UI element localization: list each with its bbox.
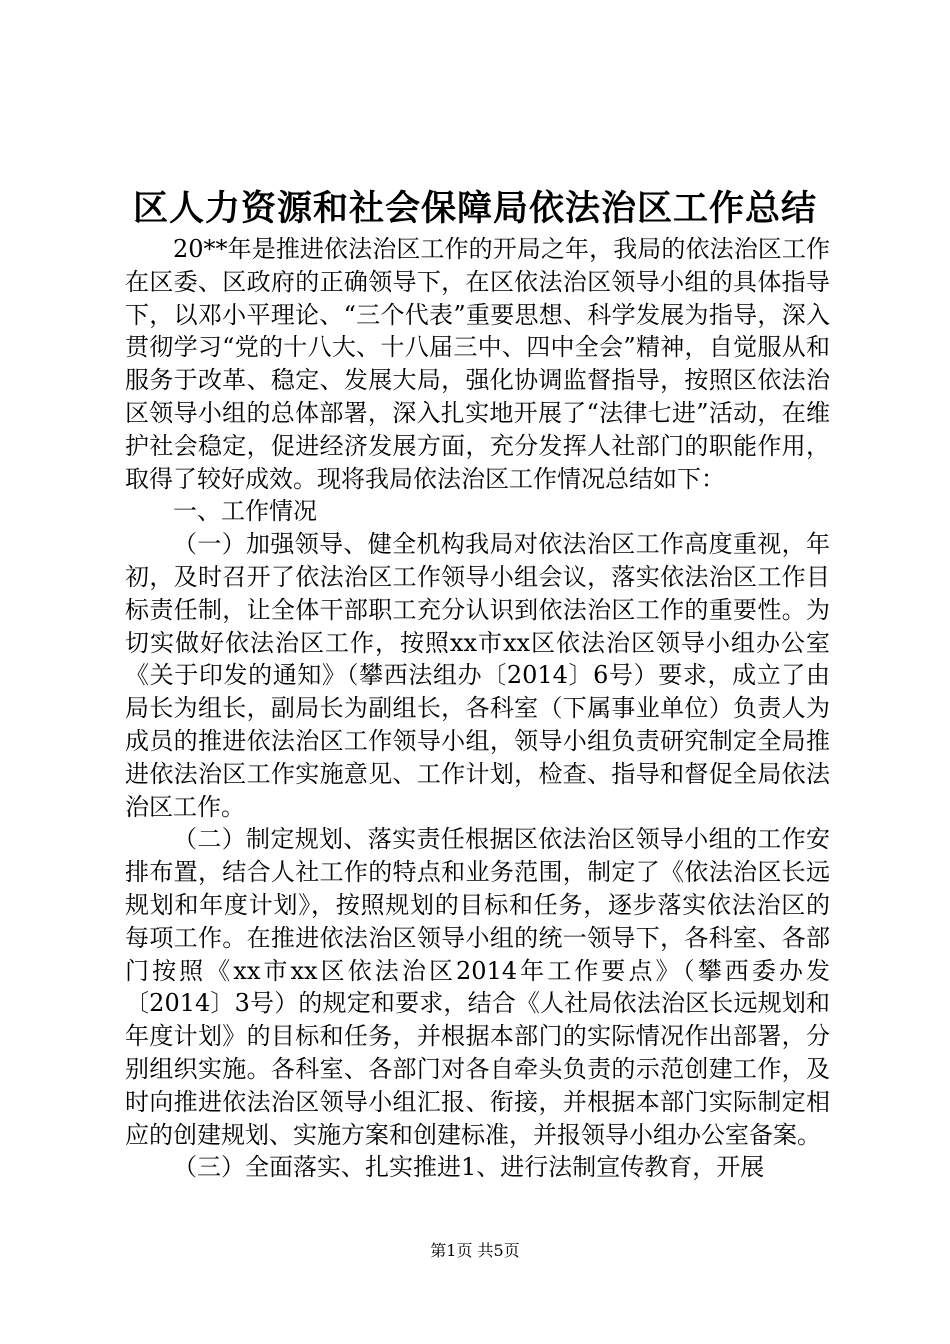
paragraph-intro: 20**年是推进依法治区工作的开局之年，我局的依法治区工作在区委、区政府的正确领导下，在区依法治区领导小组的具体指导下，以邓小平理论、“三个代表”重要思想、科学发展为指导，深入贯彻学习“党的十八大、十八届三中、四中全会”精神，自觉服从和服务于改革、稳定、发展大局，强化协调监督指导，按照区依法治区领导小组的总体部署，深入扎实地开展了“法律七进”活动，在维护社会稳定，促进经济发展方面，充分发挥人社部门的职能作用，取得了较好成效。现将我局依法治区工作情况总结如下：	[125, 235, 830, 493]
section-heading-work-status: 一、工作情况	[173, 497, 317, 526]
document-body	[125, 233, 830, 1184]
paragraph-planning: （二）制定规划、落实责任根据区依法治区领导小组的工作安排布置，结合人社工作的特点和业务范围，制定了《依法治区长远规划和年度计划》，按照规划的目标和任务，逐步落实依法治区的每项工作。在推进依法治区领导小组的统一领导下，各科室、各部门按照《xx市xx区依法治区2014年工作要点》（攀西委办发〔2014〕3号）的规定和要求，结合《人社局依法治区长远规划和年度计划》的目标和任务，并根据本部门的实际情况作出部署，分别组织实施。各科室、各部门对各自牵头负责的示范创建工作，及时向推进依法治区领导小组汇报、衔接，并根据本部门实际制定相应的创建规划、实施方案和创建标准，并报领导小组办公室备案。	[125, 825, 830, 1149]
document-title: 区人力资源和社会保障局依法治区工作总结	[132, 188, 817, 229]
paragraph-leadership: （一）加强领导、健全机构我局对依法治区工作高度重视，年初，及时召开了依法治区工作领导小组会议，落实依法治区工作目标责任制，让全体干部职工充分认识到依法治区工作的重要性。为切实做好依法治区工作，按照xx市xx区依法治区领导小组办公室《关于印发的通知》（攀西法组办〔2014〕6号）要求，成立了由局长为组长，副局长为副组长，各科室（下属事业单位）负责人为成员的推进依法治区工作领导小组，领导小组负责研究制定全局推进依法治区工作实施意见、工作计划，检查、指导和督促全局依法治区工作。	[125, 530, 830, 821]
page-number-footer: 第1页 共5页	[430, 1241, 520, 1260]
paragraph-implementation: （三）全面落实、扎实推进1、进行法制宣传教育，开展	[173, 1153, 765, 1182]
